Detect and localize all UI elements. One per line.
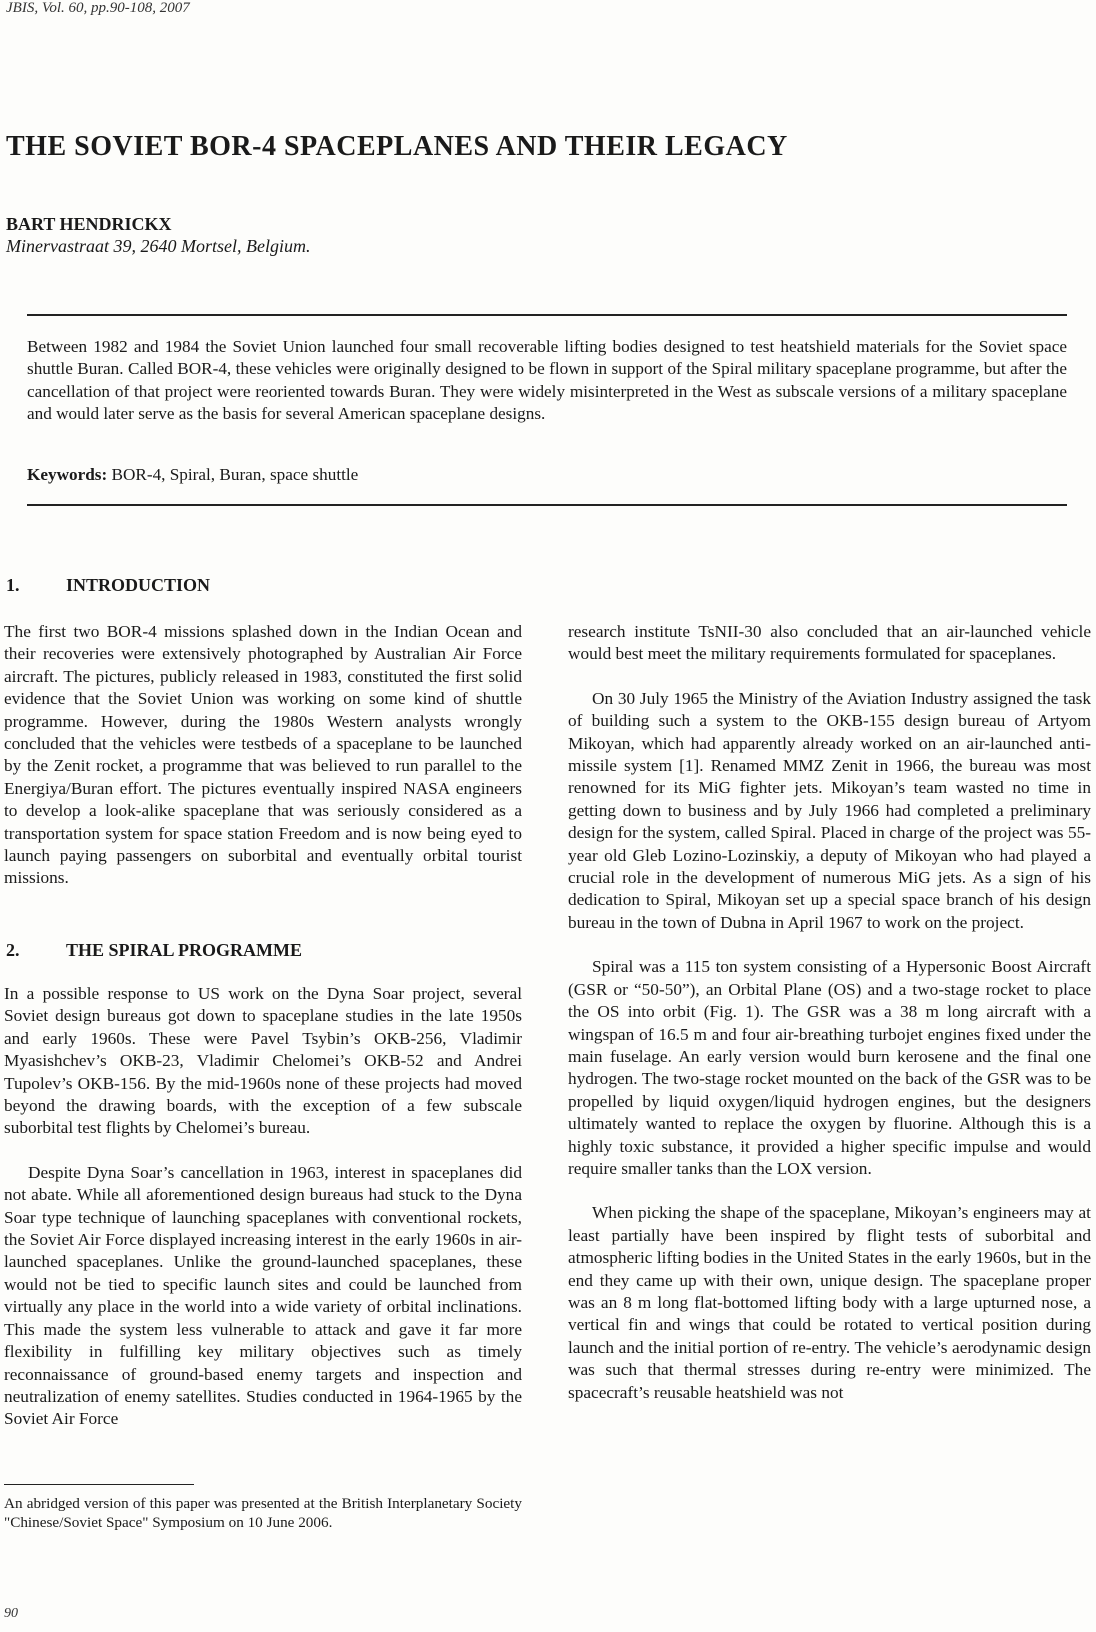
left-column-intro <box>4 621 522 890</box>
footnote-rule <box>4 1484 194 1485</box>
abstract-bottom-rule <box>27 504 1067 506</box>
page-number: 90 <box>4 1606 18 1621</box>
section-title: INTRODUCTION <box>66 575 211 595</box>
keywords-list: BOR-4, Spiral, Buran, space shuttle <box>111 465 359 484</box>
section-heading-spiral-programme <box>6 940 302 961</box>
section-number: 1. <box>6 575 20 595</box>
section-title: THE SPIRAL PROGRAMME <box>66 940 303 960</box>
paragraph: On 30 July 1965 the Ministry of the Aviation Industry assigned the task of building such a system to the OKB-155 design bureau of Artyom Mikoyan, which had apparently already worked on an air-launched anti-missile system [1]. Renamed MMZ Zenit in 1966, the bureau was most renowned for its MiG fighter jets. Mikoyan’s team wasted no time in getting down to business and by July 1966 had completed a preliminary design for the system, called Spiral. Placed in charge of the project was 55-year old Gleb Lozino-Lozinskiy, a deputy of Mikoyan who had played a crucial role in the development of numerous MiG jets. As a sign of his dedication to Spiral, Mikoyan set up a special space branch of his design bureau in the town of Dubna in April 1967 to work on the project. <box>568 688 1091 932</box>
paragraph: The first two BOR-4 missions splashed down in the Indian Ocean and their recoveries were extensively photographed by Australian Air Force aircraft. The pictures, publicly released in 1983, constituted the first solid evidence that the Soviet Union was working on some kind of shuttle programme. However, during the 1980s Western analysts wrongly concluded that the vehicles were testbeds of a spaceplane to be launched by the Zenit rocket, a programme that was believed to run parallel to the Energiya/Buran effort. The pictures eventually inspired NASA engineers to develop a look-alike spaceplane that was seriously considered as a transportation system for space station Freedom and is now being eyed to launch paying passengers on suborbital and eventually orbital tourist missions. <box>4 622 522 888</box>
paragraph: research institute TsNII-30 also concluded that an air-launched vehicle would best meet the military requirements formulated for spaceplanes. <box>568 622 1091 664</box>
author-affiliation: Minervastraat 39, 2640 Mortsel, Belgium. <box>6 236 311 256</box>
keywords <box>27 465 358 485</box>
paragraph: Spiral was a 115 ton system consisting of a Hypersonic Boost Aircraft (GSR or “50-50”), an Orbital Plane (OS) and a two-stage rocket to place the OS into orbit (Fig. 1). The GSR was a 38 m long aircraft with a wingspan of 16.5 m and four air-breathing turbojet engines fixed under the main fuselage. An early version would burn kerosene and the final one hydrogen. The two-stage rocket mounted on the back of the GSR was to be propelled by liquid oxygen/liquid hydrogen engines, but the designers ultimately wanted to replace the oxygen by fluorine. Although this is a highly toxic substance, it provided a higher specific impulse and would require smaller tanks than the LOX version. <box>568 957 1091 1178</box>
paragraph: In a possible response to US work on the Dyna Soar project, several Soviet design bureaus got down to spaceplane studies in the late 1950s and early 1960s. These were Pavel Tsybin’s OKB-256, Vladimir Myasishchev’s OKB-23, Vladimir Chelomei’s OKB-52 and Andrei Tupolev’s OKB-156. By the mid-1960s none of these projects had moved beyond the drawing boards, with the exception of a few subscale suborbital test flights by Chelomei’s bureau. <box>4 984 522 1138</box>
section-number: 2. <box>6 940 20 960</box>
paragraph: Despite Dyna Soar’s cancellation in 1963, interest in spaceplanes did not abate. While all aforementioned design bureaus had stuck to the Dyna Soar type technique of launching spaceplanes with conventional rockets, the Soviet Air Force displayed increasing interest in the early 1960s in air-launched spaceplanes. Unlike the ground-launched spaceplanes, these would not be tied to specific launch sites and could be launched from virtually any place in the world into a wide variety of orbital inclinations. This made the system less vulnerable to attack and gave it far more flexibility in fulfilling key military objectives such as timely reconnaissance of ground-based enemy targets and inspection and neutralization of enemy satellites. Studies conducted in 1964-1965 by the Soviet Air Force <box>4 1162 522 1429</box>
author-name: BART HENDRICKX <box>6 214 172 234</box>
right-column <box>568 621 1091 1404</box>
section-heading-introduction <box>6 575 210 596</box>
keywords-label: Keywords: <box>27 465 108 484</box>
left-column-spiral <box>4 983 522 1431</box>
abstract: Between 1982 and 1984 the Soviet Union launched four small recoverable lifting bodies designed to test heatshield materials for the Soviet space shuttle Buran. Called BOR-4, these vehicles were originally designed to be flown in support of the Spiral military spaceplane programme, but after the cancellation of that project were reoriented towards Buran. They were widely misinterpreted in the West as subscale versions of a military spaceplane and would later serve as the basis for several American spaceplane designs. <box>27 337 1067 424</box>
footnote: An abridged version of this paper was presented at the British Interplanetary Society "Chinese/Soviet Space" Symposium on 10 June 2006. <box>4 1495 522 1532</box>
paragraph: When picking the shape of the spaceplane, Mikoyan’s engineers may at least partially have been inspired by flight tests of suborbital and atmospheric lifting bodies in the United States in the early 1960s, but in the end they came up with their own, unique design. The spaceplane proper was an 8 m long flat-bottomed lifting body with a large upturned nose, a vertical fin and wings that could be rotated to vertical position during launch and the initial portion of re-entry. The vehicle’s aerodynamic design was such that thermal stresses during re-entry were minimized. The spacecraft’s reusable heatshield was not <box>568 1203 1091 1402</box>
paper-title: THE SOVIET BOR-4 SPACEPLANES AND THEIR LEGACY <box>6 131 788 162</box>
abstract-top-rule <box>27 314 1067 316</box>
journal-reference: JBIS, Vol. 60, pp.90-108, 2007 <box>6 0 190 16</box>
